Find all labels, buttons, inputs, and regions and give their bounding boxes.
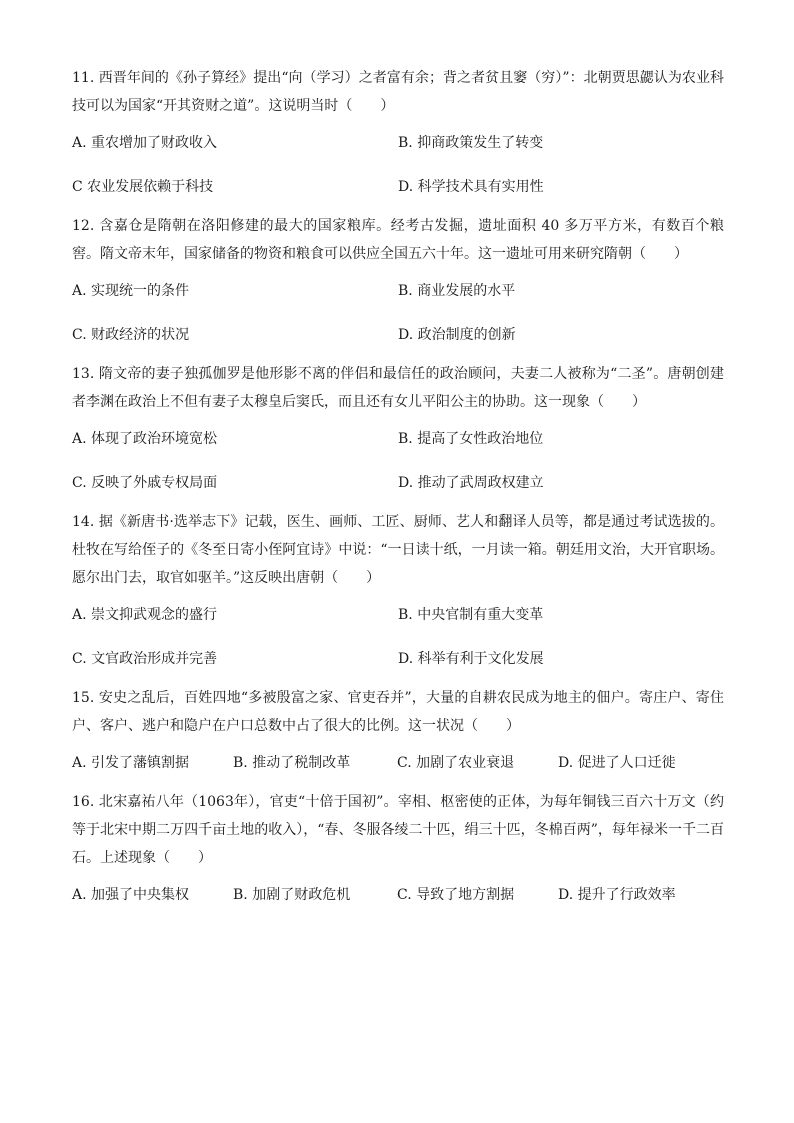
option-b: B. 提高了女性政治地位 (398, 431, 544, 447)
options (72, 428, 724, 450)
option-d: D. 推动了武周政权建立 (398, 475, 544, 491)
options (72, 604, 724, 626)
option-c: C 农业发展依赖于科技 (72, 179, 214, 195)
option-b: B. 推动了税制改革 (233, 755, 351, 771)
option-c: C. 财政经济的状况 (72, 327, 190, 343)
option-d: D. 科学技术具有实用性 (398, 179, 544, 195)
question-stem: 16. 北宋嘉祐八年（1063年），官吏“十倍于国初”。宰相、枢密使的正体，为每年铜钱三百六十万文（约等于北宋中期二万四千亩土地的收入），“春、冬服各绫二十匹，绢三十匹，冬棉百两”，每年禄米一千二百石。上述现象（ ） (72, 794, 724, 866)
exam-page (72, 64, 724, 906)
option-a: A. 体现了政治环境宽松 (72, 431, 218, 447)
options (72, 472, 724, 494)
option-a: A. 实现统一的条件 (72, 283, 190, 299)
question-stem: 12. 含嘉仓是隋朝在洛阳修建的最大的国家粮库。经考古发掘，遗址面积 40 多万平方米，有数百个粮窖。隋文帝末年，国家储备的物资和粮食可以供应全国五六十年。这一遗址可用来研究隋朝（ ） (72, 218, 724, 262)
options (72, 324, 724, 346)
options (72, 176, 724, 198)
option-b: B. 加剧了财政危机 (233, 887, 351, 903)
option-b: B. 商业发展的水平 (398, 283, 516, 299)
question-stem: 15. 安史之乱后，百姓四地“多被殷富之家、官吏吞并”，大量的自耕农民成为地主的佃户。寄庄户、寄住户、客户、逃户和隐户在户口总数中占了很大的比例。这一状况（ ） (72, 690, 724, 734)
options (72, 752, 724, 774)
question-stem: 14. 据《新唐书·选举志下》记载，医生、画师、工匠、厨师、艺人和翻译人员等，都是通过考试选拔的。杜牧在写给侄子的《冬至日寄小侄阿宜诗》中说：“一日读十纸，一月读一箱。朝廷用文治，大开官职场。愿尔出门去，取官如驱羊。”这反映出唐朝（ ） (72, 514, 724, 586)
question-16 (72, 788, 724, 906)
option-d: D. 科举有利于文化发展 (398, 651, 544, 667)
option-c: C. 反映了外戚专权局面 (72, 475, 218, 491)
question-stem: 11. 西晋年间的《孙子算经》提出“向（学习）之者富有余；背之者贫且窭（穷）”：北朝贾思勰认为农业科技可以为国家“开其资财之道”。这说明当时（ ） (72, 70, 724, 114)
options (72, 648, 724, 670)
question-11 (72, 64, 724, 198)
option-b: B. 抑商政策发生了转变 (398, 135, 544, 151)
question-14 (72, 508, 724, 670)
option-d: D. 促进了人口迁徙 (558, 755, 676, 771)
options (72, 280, 724, 302)
question-12 (72, 212, 724, 346)
options (72, 884, 724, 906)
option-c: C. 导致了地方割据 (397, 887, 515, 903)
option-c: C. 加剧了农业衰退 (397, 755, 515, 771)
option-a: A. 重农增加了财政收入 (72, 135, 218, 151)
option-a: A. 引发了藩镇割据 (72, 755, 190, 771)
options (72, 132, 724, 154)
option-a: A. 崇文抑武观念的盛行 (72, 607, 218, 623)
option-b: B. 中央官制有重大变革 (398, 607, 544, 623)
question-15 (72, 684, 724, 774)
option-c: C. 文官政治形成并完善 (72, 651, 218, 667)
question-stem: 13. 隋文帝的妻子独孤伽罗是他形影不离的伴侣和最信任的政治顾问，夫妻二人被称为“二圣”。唐朝创建者李渊在政治上不但有妻子太穆皇后窦氏，而且还有女儿平阳公主的协助。这一现象（ ） (72, 366, 724, 410)
question-13 (72, 360, 724, 494)
option-d: D. 政治制度的创新 (398, 327, 516, 343)
option-a: A. 加强了中央集权 (72, 887, 190, 903)
option-d: D. 提升了行政效率 (558, 887, 676, 903)
